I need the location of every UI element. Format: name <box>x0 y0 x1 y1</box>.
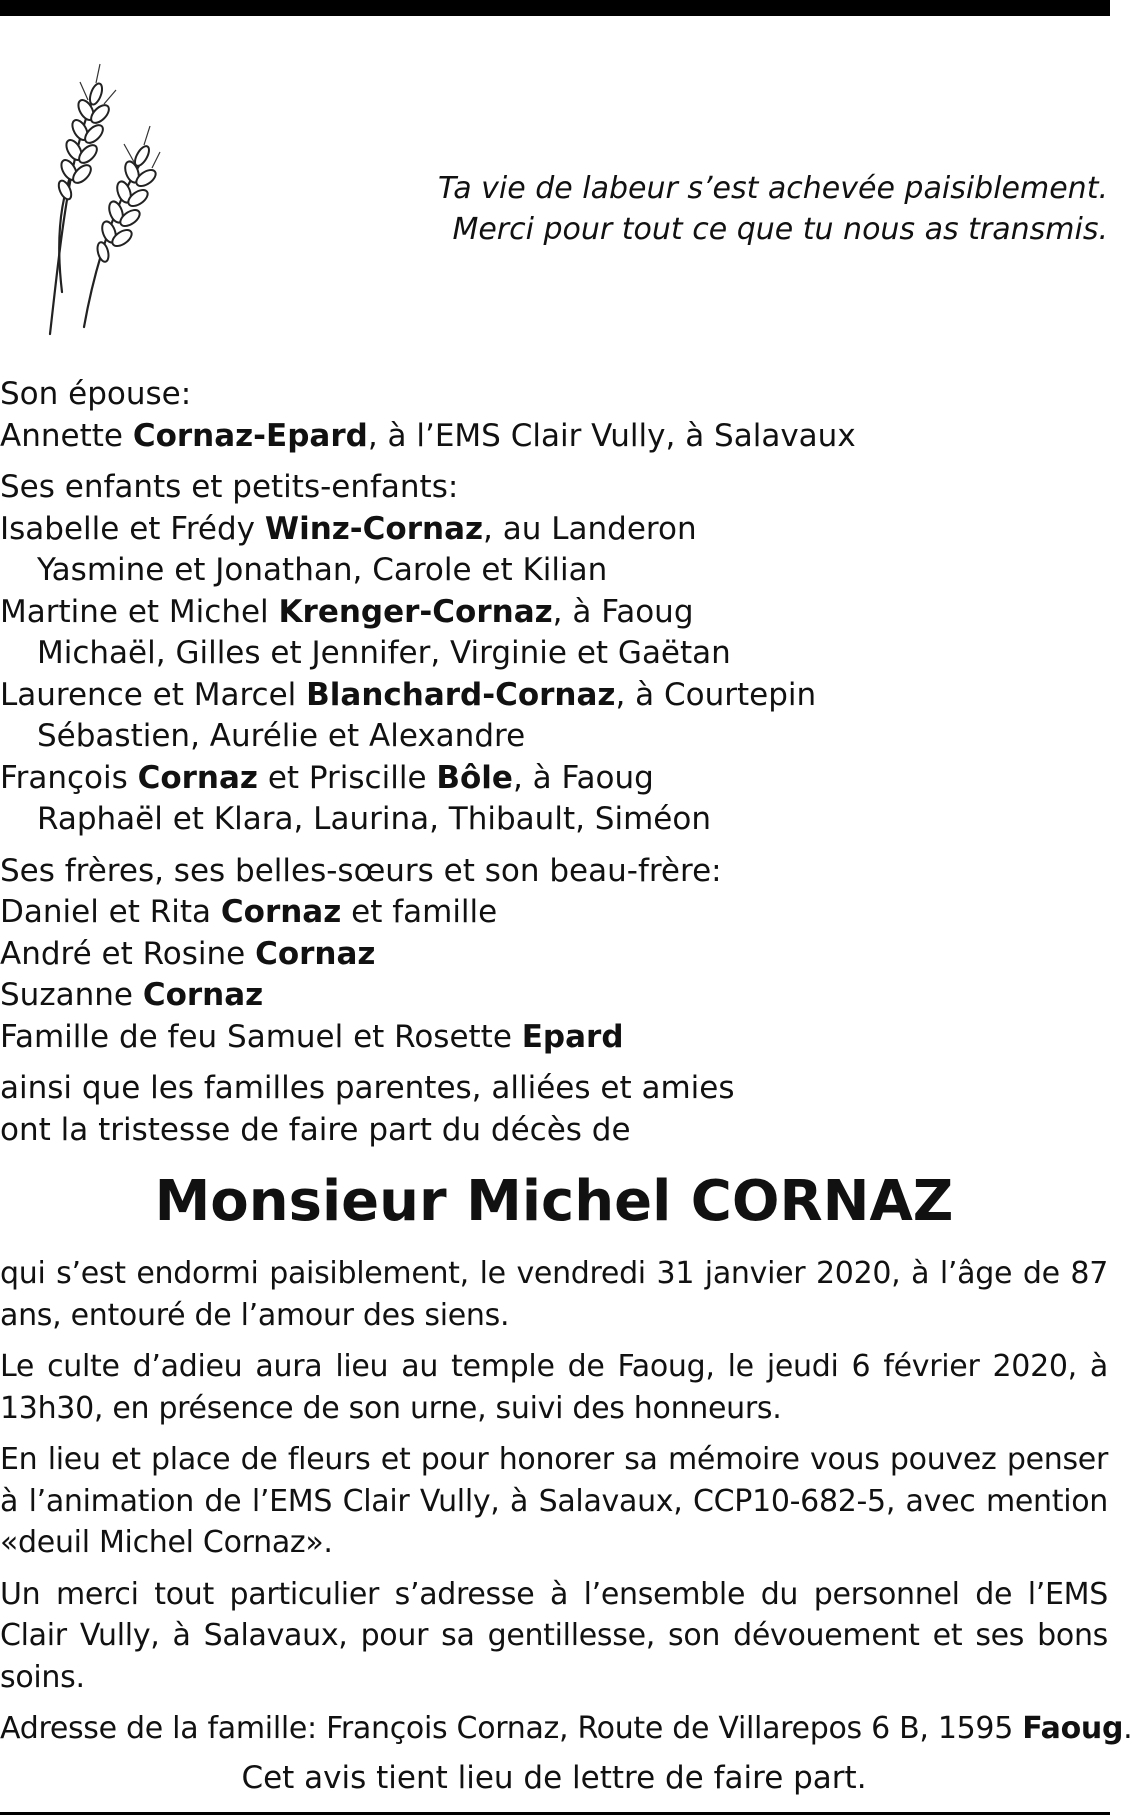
quote-line-2: Merci pour tout ce que tu nous as transmis. <box>452 212 1108 247</box>
child-rest: , à Courtepin <box>615 676 817 713</box>
announcement <box>0 1068 1108 1151</box>
obituary-body <box>0 374 1132 1799</box>
epigraph-quote <box>348 168 1108 250</box>
address-place: Faoug <box>1022 1711 1124 1746</box>
funeral-service-paragraph: Le culte d’adieu aura lieu au temple de Faoug, le jeudi 6 février 2020, à 13h30, en présence de son urne, suivi des honneurs. <box>0 1349 1108 1426</box>
grandchildren-entry: Raphaël et Klara, Laurina, Thibault, Siméon <box>37 801 711 837</box>
child-first: François <box>0 759 138 796</box>
child-first: Martine et Michel <box>0 593 279 630</box>
deceased-name: Monsieur Michel CORNAZ <box>154 1169 954 1234</box>
bottom-border-rule <box>0 1812 1110 1815</box>
child-first: Isabelle et Frédy <box>0 510 265 547</box>
announcement-line-2: ont la tristesse de faire part du décès de <box>0 1111 631 1148</box>
wheat-ears-icon <box>12 52 162 337</box>
sibling-rest: et famille <box>341 894 498 930</box>
address-prefix: Adresse de la famille: François Cornaz, Route de Villarepos 6 B, 1595 <box>0 1711 1023 1746</box>
donation-paragraph: En lieu et place de fleurs et pour honorer sa mémoire vous pouvez penser à l’animation de l’EMS Clair Vully, à Salavaux, CCP10-682-5, avec mention «deuil Michel Cornaz». <box>0 1442 1108 1560</box>
thanks-paragraph: Un merci tout particulier s’adresse à l’ensemble du personnel de l’EMS Clair Vully, à Salavaux, pour sa gentillesse, son dévouement et ses bons soins. <box>0 1576 1108 1695</box>
sibling-entry <box>0 892 1108 934</box>
announcement-line-1: ainsi que les familles parentes, alliées et amies <box>0 1070 735 1106</box>
quote-line-1: Ta vie de labeur s’est achevée paisiblement. <box>438 171 1108 206</box>
child-family-entry <box>0 675 1108 717</box>
child-first: Laurence et Marcel <box>0 676 307 713</box>
child-surname: Blanchard-Cornaz <box>306 676 616 713</box>
sibling-surname: Cornaz <box>255 935 376 972</box>
child-family-entry <box>0 592 1108 634</box>
grandchildren-entry: Michaël, Gilles et Jennifer, Virginie et Gaëtan <box>37 635 731 671</box>
spouse-section <box>0 374 1108 457</box>
closing-note: Cet avis tient lieu de lettre de faire part. <box>241 1759 867 1796</box>
sibling-first: Suzanne <box>0 977 143 1013</box>
death-details-paragraph: qui s’est endormi paisiblement, le vendredi 31 janvier 2020, à l’âge de 87 ans, entouré de l’amour des siens. <box>0 1256 1108 1333</box>
child-rest: , à Faoug <box>512 759 654 796</box>
children-heading: Ses enfants et petits-enfants: <box>0 469 459 505</box>
family-address <box>0 1708 1132 1750</box>
sibling-entry <box>0 975 1108 1017</box>
spouse-surname: Cornaz-Epard <box>132 417 368 454</box>
spouse-rest: , à l’EMS Clair Vully, à Salavaux <box>367 417 856 454</box>
sibling-entry <box>0 1017 1108 1059</box>
siblings-section <box>0 851 1108 1059</box>
spouse-heading: Son épouse: <box>0 376 192 412</box>
child-family-entry <box>0 509 1108 551</box>
child-surname: Cornaz <box>137 759 258 796</box>
sibling-surname: Epard <box>521 1018 624 1055</box>
sibling-entry <box>0 934 1108 976</box>
child-family-entry <box>0 758 1108 800</box>
sibling-first: Daniel et Rita <box>0 894 221 930</box>
child-middle: et Priscille <box>257 759 437 796</box>
sibling-first: André et Rosine <box>0 935 256 972</box>
child-rest: , au Landeron <box>483 510 697 547</box>
grandchildren-entry: Sébastien, Aurélie et Alexandre <box>37 718 526 754</box>
spouse-first: Annette <box>0 417 133 454</box>
grandchildren-entry: Yasmine et Jonathan, Carole et Kilian <box>37 552 608 588</box>
child-surname: Winz-Cornaz <box>264 510 484 547</box>
child-surname: Krenger-Cornaz <box>278 593 553 630</box>
address-suffix: . <box>1123 1711 1132 1746</box>
sibling-first: Famille de feu Samuel et Rosette <box>0 1018 522 1055</box>
sibling-surname: Cornaz <box>142 977 264 1013</box>
children-section <box>0 467 1108 841</box>
siblings-heading: Ses frères, ses belles-sœurs et son beau-frère: <box>0 852 722 889</box>
top-border-rule <box>0 0 1110 16</box>
child-rest: , à Faoug <box>552 593 694 630</box>
sibling-surname: Cornaz <box>220 894 342 930</box>
spouse-entry <box>0 416 1108 458</box>
partner-surname: Bôle <box>436 759 513 796</box>
